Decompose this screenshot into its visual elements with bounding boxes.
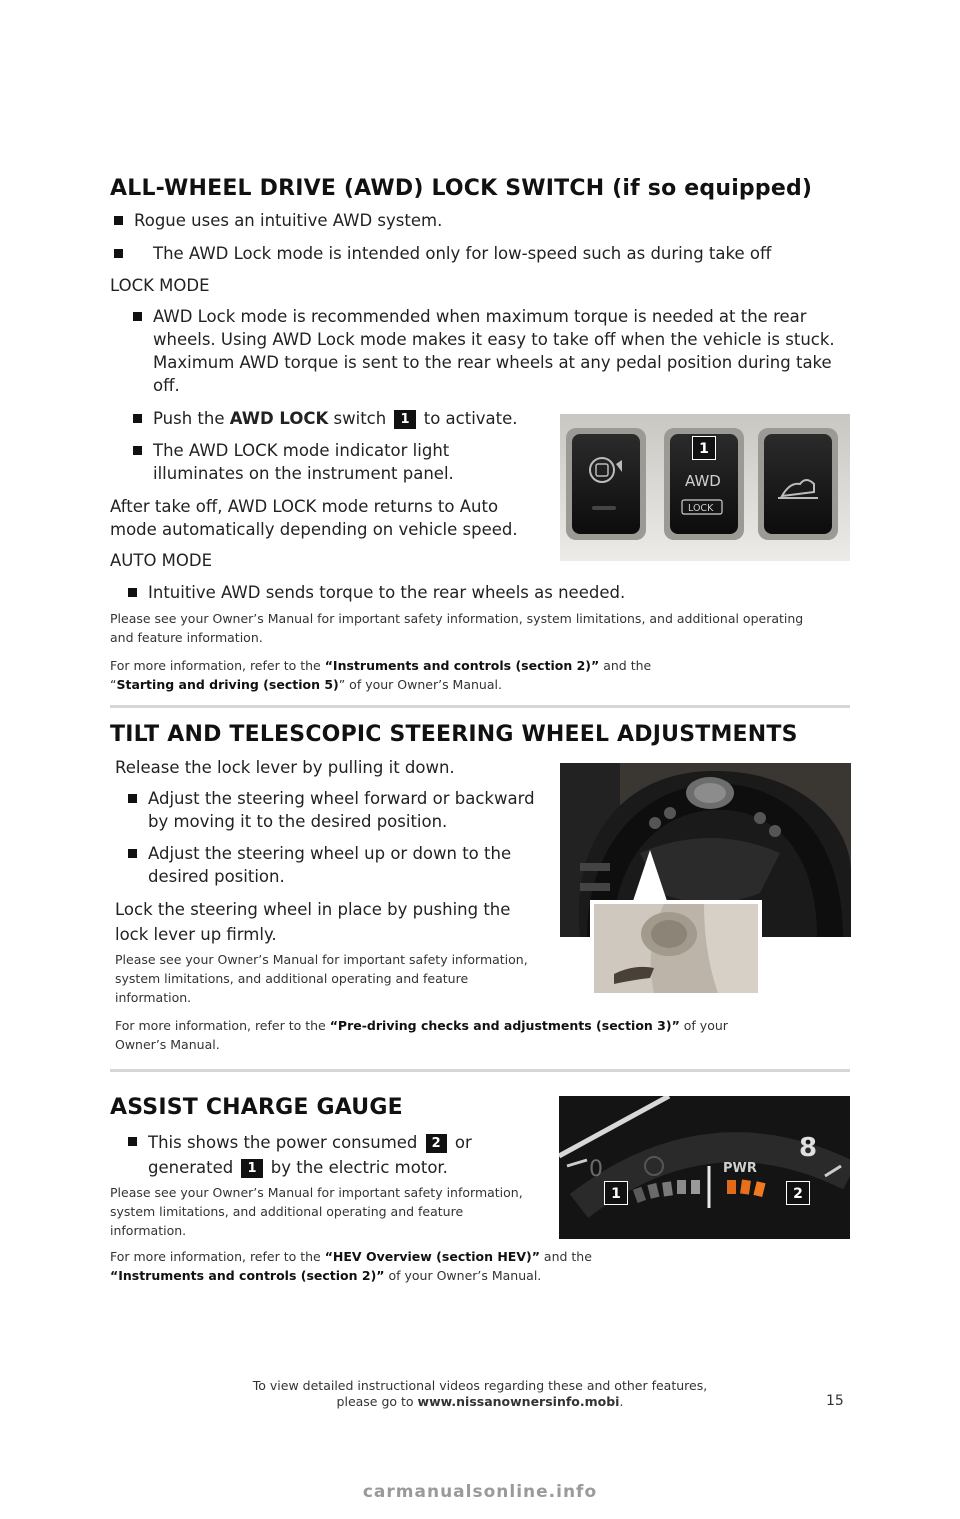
gauge-callout-1: 1	[604, 1181, 628, 1205]
tilt-reference: For more information, refer to the “Pre-driving checks and adjustments (section 3)” of your Owner’s Manual.	[115, 1018, 728, 1052]
gauge-illustration	[559, 1096, 850, 1239]
gauge-tick-8: 8	[799, 1133, 818, 1163]
gauge-safety-note: Please see your Owner’s Manual for important safety information, system limitations, and additional operating and feature information.	[110, 1185, 523, 1238]
bullet-square-icon	[114, 249, 123, 258]
bullet-square-icon	[128, 849, 137, 858]
page-number: 15	[826, 1393, 844, 1409]
awd-bullet-auto: Intuitive AWD sends torque to the rear wheels as needed.	[148, 581, 848, 604]
tilt-safety-note: Please see your Owner’s Manual for important safety information, system limitations, and additional operating and feature information.	[115, 952, 528, 1005]
gauge-reference: For more information, refer to the “HEV Overview (section HEV)” and the “Instruments and controls (section 2)” of your Owner’s Manual.	[110, 1249, 592, 1283]
tilt-intro: Release the lock lever by pulling it down.	[115, 758, 455, 777]
awd-switch-photo	[560, 414, 850, 561]
section-divider	[110, 705, 850, 708]
awd-section-title: ALL-WHEEL DRIVE (AWD) LOCK SWITCH (if so equipped)	[110, 176, 813, 201]
nissan-owners-link[interactable]: www.nissanownersinfo.mobi	[417, 1394, 620, 1409]
section-divider	[110, 1069, 850, 1072]
tilt-bullet-1: Adjust the steering wheel forward or backward by moving it to the desired position.	[148, 787, 558, 833]
pwr-label: PWR	[723, 1161, 757, 1176]
callout-badge: 2	[426, 1134, 447, 1153]
after-takeoff-text: After take off, AWD LOCK mode returns to Auto mode automatically depending on vehicle speed.	[110, 497, 518, 539]
bullet-square-icon	[128, 588, 137, 597]
bullet-square-icon	[133, 446, 142, 455]
lock-lever-illustration	[594, 904, 758, 993]
gauge-section-title: ASSIST CHARGE GAUGE	[110, 1095, 403, 1120]
bullet-square-icon	[133, 414, 142, 423]
awd-bullet-3: AWD Lock mode is recommended when maximum torque is needed at the rear wheels. Using AWD Lock mode makes it easy to take off when the vehicle is stuck. Maximum AWD torque is sent to the rear wheels at any pedal position during take off.	[153, 305, 843, 397]
bullet-square-icon	[128, 1137, 137, 1146]
lock-lever-inset-photo	[590, 900, 762, 997]
assist-charge-gauge-photo	[559, 1096, 850, 1239]
awd-safety-note: Please see your Owner’s Manual for important safety information, system limitations, and additional operating and feature information.	[110, 611, 804, 645]
tilt-lock-text: Lock the steering wheel in place by pushing the lock lever up firmly.	[115, 900, 511, 944]
lock-switch-label: LOCK	[688, 503, 714, 514]
auto-mode-label: AUTO MODE	[110, 551, 213, 570]
awd-photo-callout-1: 1	[692, 436, 716, 460]
tilt-bullet-2: Adjust the steering wheel up or down to the desired position.	[148, 842, 548, 888]
svg-text:0: 0	[589, 1157, 603, 1182]
gauge-bullet: This shows the power consumed 2 or generated 1 by the electric motor.	[148, 1130, 508, 1180]
tilt-section-title: TILT AND TELESCOPIC STEERING WHEEL ADJUSTMENTS	[110, 722, 798, 747]
awd-reference: For more information, refer to the “Instruments and controls (section 2)” and the “Starting and driving (section 5)” of your Owner’s Manual.	[110, 658, 652, 692]
bullet-square-icon	[114, 216, 123, 225]
awd-bullet-indicator: The AWD LOCK mode indicator light illuminates on the instrument panel.	[153, 439, 483, 485]
awd-bullet-1: Rogue uses an intuitive AWD system.	[134, 209, 834, 232]
awd-bullet-2: The AWD Lock mode is intended only for low-speed such as during take off	[153, 242, 853, 265]
bullet-square-icon	[128, 794, 137, 803]
gauge-callout-2: 2	[786, 1181, 810, 1205]
callout-badge: 1	[241, 1159, 262, 1178]
callout-badge: 1	[394, 410, 415, 429]
bullet-square-icon	[133, 312, 142, 321]
awd-switch-label: AWD	[685, 472, 721, 490]
watermark: carmanualsonline.info	[362, 1482, 598, 1502]
footer-text: To view detailed instructional videos regarding these and other features, please go to www.nissanownersinfo.mobi.	[252, 1378, 708, 1409]
lock-mode-label: LOCK MODE	[110, 276, 210, 295]
awd-bullet-push: Push the AWD LOCK switch 1 to activate.	[153, 407, 553, 430]
